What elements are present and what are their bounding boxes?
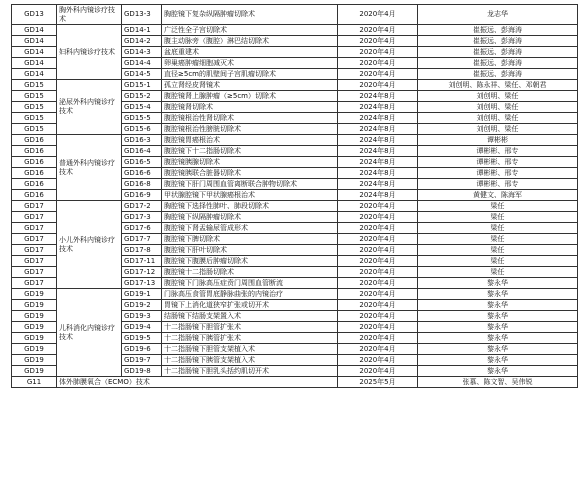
sub-code-cell: GD19-2 xyxy=(122,300,162,311)
personnel-cell: 谭彬彬、邢专 xyxy=(418,179,578,190)
category-cell: 小儿外科内镜诊疗技术 xyxy=(57,201,122,289)
sub-code-cell: GD16-8 xyxy=(122,179,162,190)
project-code-cell: GD19 xyxy=(12,355,57,366)
sub-code-cell: GD19-7 xyxy=(122,355,162,366)
approval-date-cell: 2020年4月 xyxy=(338,245,418,256)
personnel-cell: 黎永华 xyxy=(418,278,578,289)
approval-date-cell: 2020年4月 xyxy=(338,201,418,212)
project-code-cell: GD13 xyxy=(12,5,57,25)
personnel-cell: 黎永华 xyxy=(418,333,578,344)
approval-date-cell: 2020年4月 xyxy=(338,80,418,91)
procedure-name-cell: 腹腔镜肾切除术 xyxy=(162,102,338,113)
approval-date-cell: 2024年8月 xyxy=(338,157,418,168)
sub-code-cell: GD19-1 xyxy=(122,289,162,300)
procedure-name-cell: 腹腔镜胃癌根治术 xyxy=(162,135,338,146)
approval-date-cell: 2024年8月 xyxy=(338,146,418,157)
project-code-cell: GD15 xyxy=(12,80,57,91)
procedure-name-cell: 腹腔镜根治性肾切除术 xyxy=(162,113,338,124)
procedure-name-cell: 体外肺膜氧合（ECMO）技术 xyxy=(57,377,338,388)
sub-code-cell: GD17-7 xyxy=(122,234,162,245)
sub-code-cell: GD17-3 xyxy=(122,212,162,223)
procedure-name-cell: 结肠镜下结肠支架置入术 xyxy=(162,311,338,322)
approval-date-cell: 2024年8月 xyxy=(338,113,418,124)
sub-code-cell: GD14-2 xyxy=(122,36,162,47)
category-cell: 儿科消化内镜诊疗技术 xyxy=(57,289,122,377)
personnel-cell: 梁任 xyxy=(418,267,578,278)
project-code-cell: GD19 xyxy=(12,311,57,322)
project-code-cell: GD17 xyxy=(12,223,57,234)
sub-code-cell: GD15-2 xyxy=(122,91,162,102)
project-code-cell: GD19 xyxy=(12,333,57,344)
project-code-cell: GD14 xyxy=(12,58,57,69)
sub-code-cell: GD19-3 xyxy=(122,311,162,322)
sub-code-cell: GD19-5 xyxy=(122,333,162,344)
category-cell: 妇科内镜诊疗技术 xyxy=(57,25,122,80)
approval-date-cell: 2024年8月 xyxy=(338,135,418,146)
personnel-cell: 崔振远、彭海涛 xyxy=(418,58,578,69)
project-code-cell: GD14 xyxy=(12,47,57,58)
project-code-cell: GD17 xyxy=(12,212,57,223)
personnel-cell: 梁任 xyxy=(418,212,578,223)
procedure-name-cell: 十二指肠镜下胰管支架植入术 xyxy=(162,355,338,366)
project-code-cell: GD16 xyxy=(12,179,57,190)
project-code-cell: GD19 xyxy=(12,344,57,355)
personnel-cell: 张慕、陈文智、吴伟锐 xyxy=(418,377,578,388)
approval-date-cell: 2020年4月 xyxy=(338,322,418,333)
category-cell: 泌尿外科内镜诊疗技术 xyxy=(57,80,122,135)
project-code-cell: GD17 xyxy=(12,267,57,278)
project-code-cell: GD16 xyxy=(12,168,57,179)
technology-table-container xyxy=(11,4,577,388)
sub-code-cell: GD14-1 xyxy=(122,25,162,36)
personnel-cell: 谭彬彬、邢专 xyxy=(418,168,578,179)
personnel-cell: 刘创明、梁任 xyxy=(418,102,578,113)
procedure-name-cell: 腹腔镜下肝门周围血管离断联合肿物切除术 xyxy=(162,179,338,190)
sub-code-cell: GD19-4 xyxy=(122,322,162,333)
approval-date-cell: 2024年8月 xyxy=(338,91,418,102)
project-code-cell: GD16 xyxy=(12,135,57,146)
personnel-cell: 谭彬彬 xyxy=(418,135,578,146)
project-code-cell: GD19 xyxy=(12,322,57,333)
sub-code-cell: GD17-12 xyxy=(122,267,162,278)
project-code-cell: GD14 xyxy=(12,69,57,80)
procedure-name-cell: 十二指肠镜下胆管支架植入术 xyxy=(162,344,338,355)
project-code-cell: GD16 xyxy=(12,190,57,201)
sub-code-cell: GD15-4 xyxy=(122,102,162,113)
sub-code-cell: GD17-2 xyxy=(122,201,162,212)
project-code-cell: GD17 xyxy=(12,201,57,212)
sub-code-cell: GD14-3 xyxy=(122,47,162,58)
personnel-cell: 梁任 xyxy=(418,223,578,234)
approval-date-cell: 2020年4月 xyxy=(338,300,418,311)
procedure-name-cell: 甲状腺腔镜下甲状腺癌根治术 xyxy=(162,190,338,201)
sub-code-cell: GD16-6 xyxy=(122,168,162,179)
procedure-name-cell: 门脉高压食管胃底静脉曲张的内镜治疗 xyxy=(162,289,338,300)
personnel-cell: 梁任 xyxy=(418,245,578,256)
procedure-name-cell: 孤立肾经皮肾镜术 xyxy=(162,80,338,91)
personnel-cell: 黎永华 xyxy=(418,344,578,355)
procedure-name-cell: 胃镜下上消化道狭窄扩张或切开术 xyxy=(162,300,338,311)
procedure-name-cell: 腹腔镜下肝叶切除术 xyxy=(162,245,338,256)
procedure-name-cell: 腹腔镜十二指肠切除术 xyxy=(162,267,338,278)
table-row xyxy=(12,5,578,25)
procedure-name-cell: 腹主动脉旁（腹腔）淋巴结切除术 xyxy=(162,36,338,47)
approval-date-cell: 2020年4月 xyxy=(338,366,418,377)
table-row xyxy=(12,201,578,212)
personnel-cell: 黎永华 xyxy=(418,322,578,333)
approval-date-cell: 2020年4月 xyxy=(338,25,418,36)
sub-code-cell: GD16-4 xyxy=(122,146,162,157)
approval-date-cell: 2020年4月 xyxy=(338,344,418,355)
sub-code-cell: GD16-5 xyxy=(122,157,162,168)
personnel-cell: 崔振远、彭海涛 xyxy=(418,69,578,80)
sub-code-cell: GD15-6 xyxy=(122,124,162,135)
approval-date-cell: 2024年8月 xyxy=(338,190,418,201)
personnel-cell: 梁任 xyxy=(418,234,578,245)
sub-code-cell: GD19-8 xyxy=(122,366,162,377)
category-cell: 普通外科内镜诊疗技术 xyxy=(57,135,122,201)
sub-code-cell: GD16-9 xyxy=(122,190,162,201)
approval-date-cell: 2024年8月 xyxy=(338,179,418,190)
technology-table xyxy=(11,4,578,388)
procedure-name-cell: 盆底重建术 xyxy=(162,47,338,58)
sub-code-cell: GD17-11 xyxy=(122,256,162,267)
procedure-name-cell: 广泛性全子宫切除术 xyxy=(162,25,338,36)
sub-code-cell: GD17-6 xyxy=(122,223,162,234)
sub-code-cell: GD17-13 xyxy=(122,278,162,289)
approval-date-cell: 2020年4月 xyxy=(338,289,418,300)
approval-date-cell: 2020年4月 xyxy=(338,333,418,344)
personnel-cell: 谭彬彬、邢专 xyxy=(418,146,578,157)
project-code-cell: GD14 xyxy=(12,36,57,47)
procedure-name-cell: 腹腔镜下腹膜后肿瘤切除术 xyxy=(162,256,338,267)
procedure-name-cell: 胸腔镜下复杂纵隔肿瘤切除术 xyxy=(162,5,338,25)
table-row xyxy=(12,25,578,36)
approval-date-cell: 2020年4月 xyxy=(338,223,418,234)
approval-date-cell: 2020年4月 xyxy=(338,212,418,223)
table-row-footer xyxy=(12,377,578,388)
approval-date-cell: 2024年8月 xyxy=(338,124,418,135)
sub-code-cell: GD14-4 xyxy=(122,58,162,69)
project-code-cell: GD15 xyxy=(12,91,57,102)
project-code-cell: GD15 xyxy=(12,124,57,135)
procedure-name-cell: 胸腔镜下纵隔肿瘤切除术 xyxy=(162,212,338,223)
procedure-name-cell: 腹腔镜根治性膀胱切除术 xyxy=(162,124,338,135)
procedure-name-cell: 十二指肠镜下胰管扩张术 xyxy=(162,333,338,344)
approval-date-cell: 2025年5月 xyxy=(338,377,418,388)
personnel-cell: 刘创明、陈永祥、梁任、邓朝君 xyxy=(418,80,578,91)
project-code-cell: GD19 xyxy=(12,300,57,311)
table-row xyxy=(12,135,578,146)
procedure-name-cell: 腹腔镜下门脉高压症贲门周围血管断流 xyxy=(162,278,338,289)
personnel-cell: 刘创明、梁任 xyxy=(418,91,578,102)
project-code-cell: GD16 xyxy=(12,157,57,168)
procedure-name-cell: 十二指肠镜下胆乳头括约肌切开术 xyxy=(162,366,338,377)
project-code-cell: GD17 xyxy=(12,234,57,245)
sub-code-cell: GD15-1 xyxy=(122,80,162,91)
sub-code-cell: GD13-3 xyxy=(122,5,162,25)
sub-code-cell: GD19-6 xyxy=(122,344,162,355)
personnel-cell: 黎永华 xyxy=(418,311,578,322)
project-code-cell: G11 xyxy=(12,377,57,388)
project-code-cell: GD15 xyxy=(12,113,57,124)
procedure-name-cell: 腹腔镜胰腺切除术 xyxy=(162,157,338,168)
project-code-cell: GD17 xyxy=(12,245,57,256)
personnel-cell: 崔振远、彭海涛 xyxy=(418,47,578,58)
project-code-cell: GD17 xyxy=(12,256,57,267)
project-code-cell: GD19 xyxy=(12,289,57,300)
procedure-name-cell: 腹腔镜下十二指肠切除术 xyxy=(162,146,338,157)
table-row xyxy=(12,80,578,91)
personnel-cell: 梁任 xyxy=(418,256,578,267)
personnel-cell: 崔振远、彭海涛 xyxy=(418,36,578,47)
procedure-name-cell: 十二指肠镜下胆管扩张术 xyxy=(162,322,338,333)
approval-date-cell: 2020年4月 xyxy=(338,5,418,25)
personnel-cell: 刘创明、梁任 xyxy=(418,124,578,135)
procedure-name-cell: 胸腔镜下选择性肺叶、肺段切除术 xyxy=(162,201,338,212)
category-cell: 胸外科内镜诊疗技术 xyxy=(57,5,122,25)
approval-date-cell: 2020年4月 xyxy=(338,256,418,267)
personnel-cell: 黎永华 xyxy=(418,355,578,366)
procedure-name-cell: 腹腔镜下脾切除术 xyxy=(162,234,338,245)
approval-date-cell: 2024年8月 xyxy=(338,102,418,113)
procedure-name-cell: 卵巢癌肿瘤细胞减灭术 xyxy=(162,58,338,69)
procedure-name-cell: 直径≥5cm的肌壁间子宫肌瘤切除术 xyxy=(162,69,338,80)
approval-date-cell: 2020年4月 xyxy=(338,355,418,366)
table-body xyxy=(12,5,578,388)
approval-date-cell: 2020年4月 xyxy=(338,234,418,245)
sub-code-cell: GD17-8 xyxy=(122,245,162,256)
project-code-cell: GD17 xyxy=(12,278,57,289)
approval-date-cell: 2020年4月 xyxy=(338,58,418,69)
table-row xyxy=(12,289,578,300)
approval-date-cell: 2020年4月 xyxy=(338,267,418,278)
personnel-cell: 黎永华 xyxy=(418,366,578,377)
procedure-name-cell: 腹腔镜胰联合脏器切除术 xyxy=(162,168,338,179)
approval-date-cell: 2024年8月 xyxy=(338,168,418,179)
procedure-name-cell: 腹腔镜下肾盂输尿管成形术 xyxy=(162,223,338,234)
approval-date-cell: 2020年4月 xyxy=(338,278,418,289)
personnel-cell: 黄健文、陈海军 xyxy=(418,190,578,201)
sub-code-cell: GD16-3 xyxy=(122,135,162,146)
project-code-cell: GD15 xyxy=(12,102,57,113)
approval-date-cell: 2020年4月 xyxy=(338,47,418,58)
project-code-cell: GD14 xyxy=(12,25,57,36)
project-code-cell: GD19 xyxy=(12,366,57,377)
personnel-cell: 黎永华 xyxy=(418,289,578,300)
personnel-cell: 崔振远、彭海涛 xyxy=(418,25,578,36)
approval-date-cell: 2020年4月 xyxy=(338,69,418,80)
personnel-cell: 黎永华 xyxy=(418,300,578,311)
procedure-name-cell: 腹腔镜肾上腺肿瘤（≥5cm）切除术 xyxy=(162,91,338,102)
sub-code-cell: GD15-5 xyxy=(122,113,162,124)
personnel-cell: 刘创明、梁任 xyxy=(418,113,578,124)
approval-date-cell: 2020年4月 xyxy=(338,36,418,47)
personnel-cell: 梁任 xyxy=(418,201,578,212)
personnel-cell: 谭彬彬、邢专 xyxy=(418,157,578,168)
personnel-cell: 龙志华 xyxy=(418,5,578,25)
sub-code-cell: GD14-5 xyxy=(122,69,162,80)
approval-date-cell: 2020年4月 xyxy=(338,311,418,322)
project-code-cell: GD16 xyxy=(12,146,57,157)
